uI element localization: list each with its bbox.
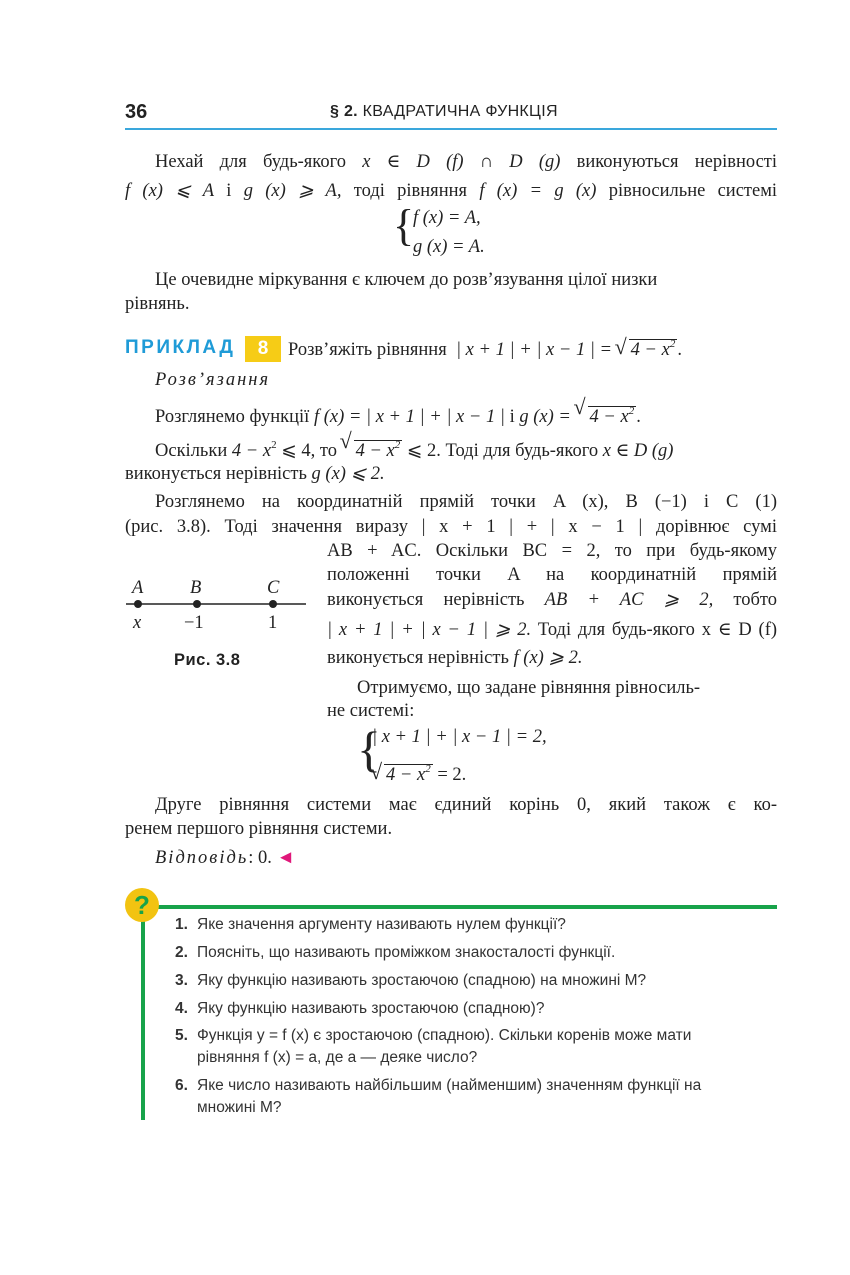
questions-side-rule — [141, 905, 145, 1120]
system-brace: { — [393, 201, 415, 250]
questions-top-rule — [133, 905, 777, 909]
answer-line — [125, 846, 807, 870]
solution-line-2: Оскільки $4 - x^2$ ⩽ 4, то √ $4 - x^2$ ⩽ 2. Тоді для будь-якого x ∈ D (g) — [125, 433, 807, 463]
solution-line-11: Отримуємо, що задане рівняння рівносиль- — [357, 678, 701, 698]
question-item: 4. Яку функцію називають зростаючою (спадною)? — [175, 1000, 545, 1017]
intro-line-4: рівнянь. — [125, 294, 190, 314]
question-item: 2. Поясніть, що називають проміжком знакосталості функції. — [175, 944, 616, 961]
question-item: 1. Яке значення аргументу називають нулем функції? — [175, 916, 566, 933]
intro-line-1: Нехай для будь-якого x ∈ D (f) ∩ D (g) виконуються нерівності — [155, 152, 778, 172]
solution-line-3: виконується нерівність g (x) ⩽ 2. — [125, 464, 385, 484]
point-b-dot — [193, 600, 201, 608]
solution-line-6: AB + AC. Оскільки BC = 2, то при будь-якому — [327, 541, 777, 561]
point-c-label: C — [267, 578, 280, 598]
header-rule — [125, 128, 777, 130]
example-task: Розв’яжіть рівняння | x + 1 | + | x − 1 | = √ $4 - x^2$ . — [288, 338, 682, 361]
system-2-eq-2: √ $4 - x^2 = 2$. — [372, 763, 466, 786]
system-eq-2: g (x) = A. — [413, 237, 485, 257]
intro-line-3: Це очевидне міркування є ключем до розв’язування цілої низки — [155, 270, 658, 290]
example-number: 8 — [245, 336, 281, 362]
running-header — [330, 103, 558, 121]
question-item: 5. Функція y = f (x) є зростаючою (спадною). Скільки коренів може мати рівняння f (x) = a, де a — деяке число? — [175, 1027, 692, 1066]
system-2-brace: { — [357, 721, 381, 777]
intro-line-2: f (x) ⩽ A і g (x) ⩾ A, тоді рівняння f (x) = g (x) рівносильне системі — [125, 181, 778, 201]
point-c-dot — [269, 600, 277, 608]
answer-label: Відповідь — [155, 848, 249, 868]
point-c-value: 1 — [268, 613, 278, 633]
solution-line-10: виконується нерівність f (x) ⩾ 2. — [327, 648, 583, 668]
point-a-label: A — [132, 578, 144, 598]
question-mark-icon: ? — [125, 888, 159, 922]
system-eq-1: f (x) = A, — [413, 208, 481, 228]
section-mark: § 2. — [330, 103, 358, 120]
solution-line-9: | x + 1 | + | x − 1 | ⩾ 2. Тоді для будь-якого x ∈ D (f) — [327, 620, 778, 640]
point-b-label: B — [190, 578, 202, 598]
solution-title: Розв’язання — [155, 370, 271, 390]
question-item: 6. Яке число називають найбільшим (найменшим) значенням функції на множині M? — [175, 1077, 702, 1116]
page-number: 36 — [125, 101, 148, 123]
solution-line-13: Друге рівняння системи має єдиний корінь 0, який також є ко- — [155, 795, 777, 815]
point-a-dot — [134, 600, 142, 608]
example-label: ПРИКЛАД — [125, 337, 236, 358]
point-a-value: x — [133, 613, 142, 633]
figure-caption: Рис. 3.8 — [174, 651, 241, 669]
section-title: КВАДРАТИЧНА ФУНКЦІЯ — [362, 103, 558, 120]
solution-line-5: (рис. 3.8). Тоді значення виразу | x + 1 | + | x − 1 | дорівнює сумі — [125, 517, 777, 537]
solution-line-8: виконується нерівність AB + AC ⩾ 2, тобто — [327, 590, 778, 610]
solution-line-1: Розглянемо функції f (x) = | x + 1 | + | x − 1 | і g (x) = √ $4 - x^2$ . — [125, 399, 807, 429]
solution-line-12: не системі: — [327, 701, 415, 721]
system-2-eq-1: | x + 1 | + | x − 1 | = 2, — [372, 727, 547, 747]
number-line-figure — [118, 572, 313, 642]
solution-line-4: Розглянемо на координатній прямій точки A (x), B (−1) і C (1) — [155, 492, 777, 512]
solution-line-7: положенні точки A на координатній прямій — [327, 565, 777, 585]
solution-line-14: ренем першого рівняння системи. — [125, 819, 393, 839]
point-b-value: −1 — [184, 613, 204, 633]
answer-value: : 0. — [248, 848, 272, 868]
question-item: 3. Яку функцію називають зростаючою (спадною) на множині M? — [175, 972, 647, 989]
end-marker-icon: ◄ — [276, 848, 295, 868]
